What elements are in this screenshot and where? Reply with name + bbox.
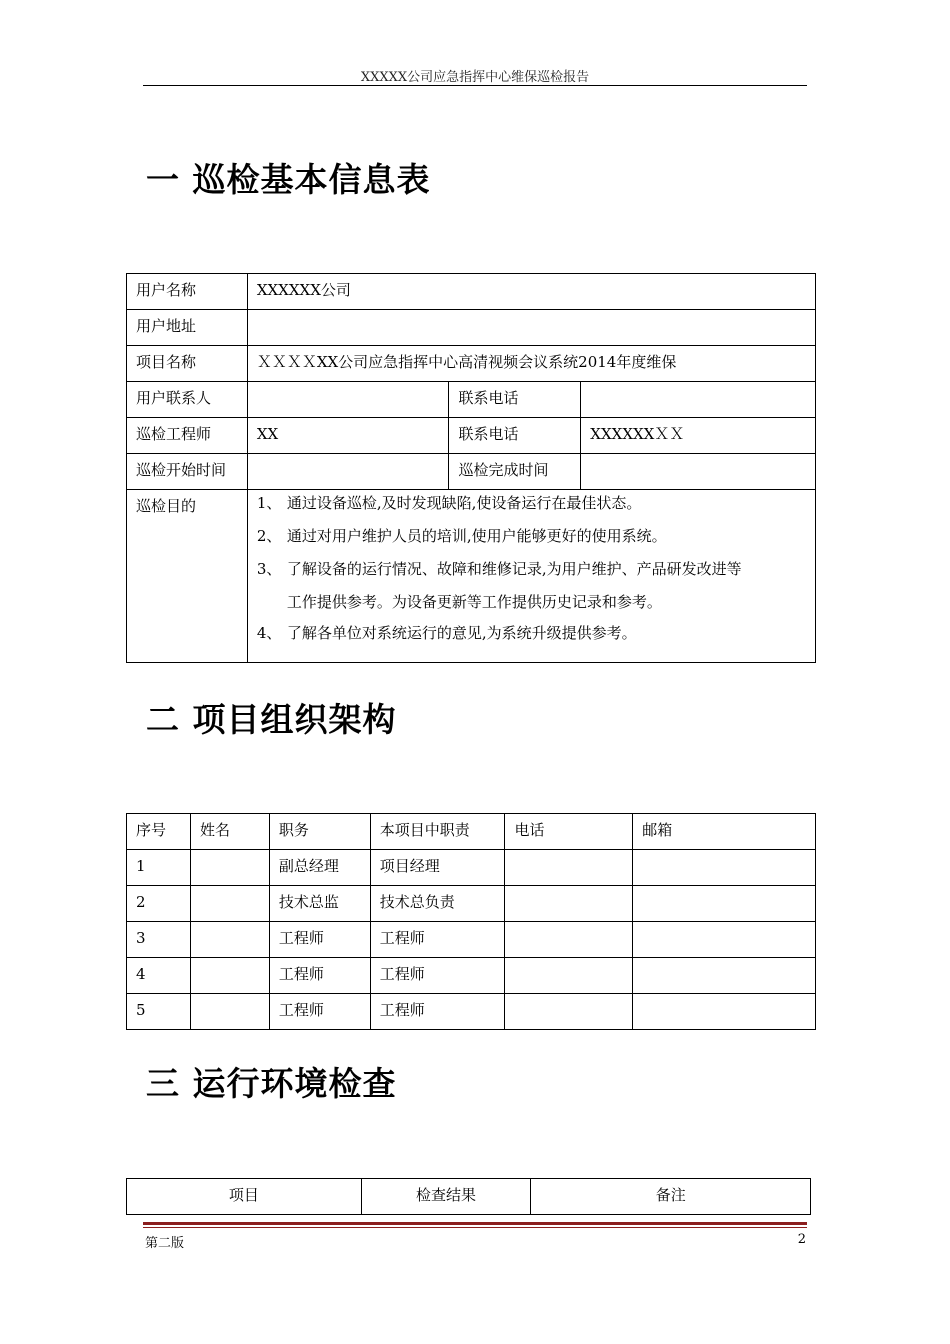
user-name-label: 用户名称 — [127, 274, 248, 310]
table-row — [127, 490, 816, 663]
cell-email — [633, 994, 816, 1030]
column-header: 备注 — [531, 1179, 811, 1215]
table-row — [127, 958, 816, 994]
start-time-value — [247, 454, 449, 490]
footer-rule — [143, 1222, 807, 1225]
cell-position: 工程师 — [269, 994, 370, 1030]
column-header: 姓名 — [190, 814, 269, 850]
contact-phone-value — [581, 382, 816, 418]
header-rule — [143, 85, 807, 86]
cell-index: 2 — [127, 886, 191, 922]
project-name-label: 项目名称 — [127, 346, 248, 382]
end-time-value — [581, 454, 816, 490]
environment-check-table — [126, 1178, 811, 1215]
cell-duty: 工程师 — [370, 994, 505, 1030]
cell-phone — [505, 850, 633, 886]
cell-duty: 工程师 — [370, 922, 505, 958]
table-header-row — [127, 814, 816, 850]
cell-duty: 项目经理 — [370, 850, 505, 886]
purpose-num: 1、 — [256, 494, 282, 512]
page-number: 2 — [797, 1232, 806, 1247]
cell-name — [190, 922, 269, 958]
table-row — [127, 922, 816, 958]
table-row — [127, 310, 816, 346]
engineer-value: XX — [247, 418, 449, 454]
purpose-item — [257, 526, 806, 546]
user-name-value: XXXXXX公司 — [247, 274, 815, 310]
cell-phone — [505, 886, 633, 922]
column-header: 检查结果 — [361, 1179, 531, 1215]
org-table — [126, 813, 816, 1030]
engineer-phone-label: 联系电话 — [449, 418, 581, 454]
cell-position: 副总经理 — [269, 850, 370, 886]
cell-email — [633, 958, 816, 994]
cell-index: 3 — [127, 922, 191, 958]
purpose-text: 了解设备的运行情况、故障和维修记录,为用户维护、产品研发改进等 — [286, 560, 742, 578]
table-row — [127, 850, 816, 886]
table-row — [127, 994, 816, 1030]
engineer-label: 巡检工程师 — [127, 418, 248, 454]
cell-name — [190, 886, 269, 922]
column-header: 项目 — [127, 1179, 362, 1215]
table-header-row — [127, 1179, 811, 1215]
purpose-label: 巡检目的 — [127, 490, 248, 663]
table-row — [127, 418, 816, 454]
purpose-item — [257, 592, 806, 612]
user-address-label: 用户地址 — [127, 310, 248, 346]
column-header: 职务 — [269, 814, 370, 850]
cell-position: 技术总监 — [269, 886, 370, 922]
basic-info-table — [126, 273, 816, 663]
end-time-label: 巡检完成时间 — [449, 454, 581, 490]
start-time-label: 巡检开始时间 — [127, 454, 248, 490]
cell-position: 工程师 — [269, 958, 370, 994]
purpose-item — [257, 623, 806, 643]
user-address-value — [247, 310, 815, 346]
table-row — [127, 346, 816, 382]
section-3-title: 三 运行环境检查 — [146, 1064, 397, 1103]
cell-email — [633, 922, 816, 958]
cell-index: 1 — [127, 850, 191, 886]
page-header: XXXXX公司应急指挥中心维保巡检报告 — [360, 70, 590, 85]
table-row — [127, 454, 816, 490]
cell-index: 5 — [127, 994, 191, 1030]
table-row — [127, 886, 816, 922]
user-contact-value — [247, 382, 449, 418]
column-header: 序号 — [127, 814, 191, 850]
purpose-text: 通过设备巡检,及时发现缺陷,使设备运行在最佳状态。 — [286, 494, 642, 512]
section-2-title: 二 项目组织架构 — [146, 700, 397, 739]
cell-duty: 工程师 — [370, 958, 505, 994]
engineer-phone-value: XXXXXXＸＸ — [581, 418, 816, 454]
cell-name — [190, 850, 269, 886]
purpose-list — [247, 490, 815, 663]
purpose-text: 了解各单位对系统运行的意见,为系统升级提供参考。 — [286, 624, 637, 642]
purpose-num: 2、 — [256, 527, 282, 545]
purpose-item — [257, 559, 806, 579]
cell-phone — [505, 922, 633, 958]
purpose-num — [257, 592, 287, 612]
table-row — [127, 382, 816, 418]
user-contact-label: 用户联系人 — [127, 382, 248, 418]
cell-position: 工程师 — [269, 922, 370, 958]
cell-email — [633, 850, 816, 886]
project-name-value: ＸＸＸＸXX公司应急指挥中心高清视频会议系统2014年度维保 — [247, 346, 815, 382]
cell-name — [190, 958, 269, 994]
contact-phone-label: 联系电话 — [449, 382, 581, 418]
column-header: 邮箱 — [633, 814, 816, 850]
cell-index: 4 — [127, 958, 191, 994]
edition-label: 第二版 — [145, 1236, 185, 1251]
cell-phone — [505, 958, 633, 994]
cell-phone — [505, 994, 633, 1030]
purpose-item — [257, 493, 806, 513]
column-header: 本项目中职责 — [370, 814, 505, 850]
purpose-text: 工作提供参考。为设备更新等工作提供历史记录和参考。 — [286, 593, 662, 611]
cell-email — [633, 886, 816, 922]
purpose-text: 通过对用户维护人员的培训,使用户能够更好的使用系统。 — [286, 527, 667, 545]
column-header: 电话 — [505, 814, 633, 850]
purpose-num: 3、 — [256, 560, 282, 578]
footer-rule-thin — [143, 1227, 807, 1228]
section-1-title: 一 巡检基本信息表 — [146, 160, 431, 199]
cell-name — [190, 994, 269, 1030]
table-row — [127, 274, 816, 310]
cell-duty: 技术总负责 — [370, 886, 505, 922]
purpose-num: 4、 — [256, 624, 282, 642]
